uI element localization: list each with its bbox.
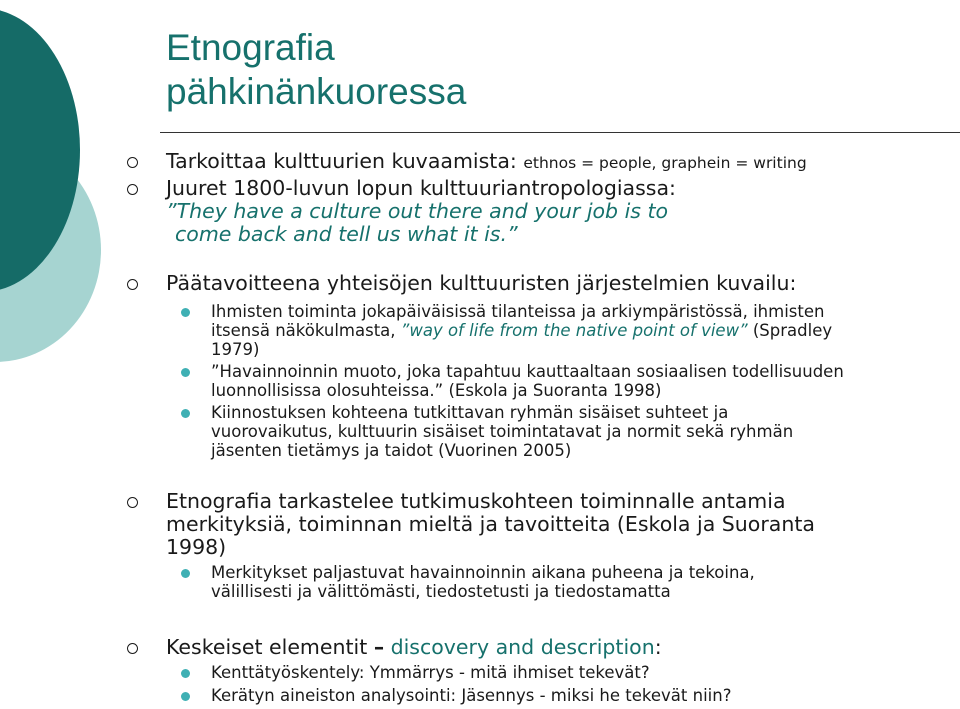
dot-bullet-icon: [181, 308, 190, 317]
dot-bullet-icon: [181, 669, 190, 678]
dot-bullet-icon: [181, 692, 190, 701]
bullet-meanings: Etnografia tarkastelee tutkimuskohteen toiminnalle antamia merkityksiä, toiminnan mieltä ja tavoitteita (Eskola ja Suoranta 1998): [166, 490, 956, 559]
bullet-key-elements: Keskeiset elementit – discovery and description:: [166, 636, 956, 659]
circle-bullet-icon: [127, 184, 138, 195]
bullet-roots: Juuret 1800-luvun lopun kulttuuriantropologiassa: ”They have a culture out there and your job is to come back and tell us what it is.”: [166, 177, 956, 246]
dot-bullet-icon: [181, 368, 190, 377]
subbullet-everyday-action: Ihmisten toiminta jokapäiväisissä tilanteissa ja arkiympäristössä, ihmisten itsensä näkökulmasta, ”way of life from the native point of view” (Spradley 1979): [211, 302, 960, 359]
subbullet-fieldwork: Kenttätyöskentely: Ymmärrys - mitä ihmiset tekevät?: [211, 663, 960, 682]
subbullet-analysis: Kerätyn aineiston analysointi: Jäsennys - miksi he tekevät niin?: [211, 686, 960, 705]
circle-bullet-icon: [127, 497, 138, 508]
circle-bullet-icon: [127, 279, 138, 290]
circle-bullet-icon: [127, 157, 138, 168]
subbullet-observation-form: ”Havainnoinnin muoto, joka tapahtuu kauttaaltaan sosiaalisen todellisuuden luonnollisissa olosuhteissa.” (Eskola ja Suoranta 1998): [211, 362, 960, 400]
subbullet-meanings-revealed: Merkitykset paljastuvat havainnoinnin aikana puheena ja tekoina, välillisesti ja välittömästi, tiedostetusti ja tiedostamatta: [211, 563, 960, 601]
dot-bullet-icon: [181, 569, 190, 578]
definition-etymology: ethnos = people, graphein = writing: [523, 154, 807, 172]
discovery-description-highlight: discovery and description: [390, 635, 655, 659]
circle-bullet-icon: [127, 643, 138, 654]
roots-quote-line-1: ”They have a culture out there and your job is to: [166, 199, 669, 223]
title-line-1: Etnografia: [166, 27, 335, 68]
roots-quote-line-2: come back and tell us what it is.”: [175, 222, 518, 246]
native-point-of-view-quote: ”way of life from the native point of view”: [400, 321, 748, 340]
dot-bullet-icon: [181, 409, 190, 418]
bullet-definition: Tarkoittaa kulttuurien kuvaamista: ethnos = people, graphein = writing: [166, 150, 956, 175]
title-line-2: pähkinänkuoressa: [166, 71, 467, 112]
bullet-main-goal: Päätavoitteena yhteisöjen kulttuuristen järjestelmien kuvailu:: [166, 272, 956, 295]
subbullet-interest-focus: Kiinnostuksen kohteena tutkittavan ryhmän sisäiset suhteet ja vuorovaikutus, kulttuurin sisäiset toimintatavat ja normit sekä ryhmän jäsenten tietämys ja taidot (Vuorinen 2005): [211, 403, 960, 460]
